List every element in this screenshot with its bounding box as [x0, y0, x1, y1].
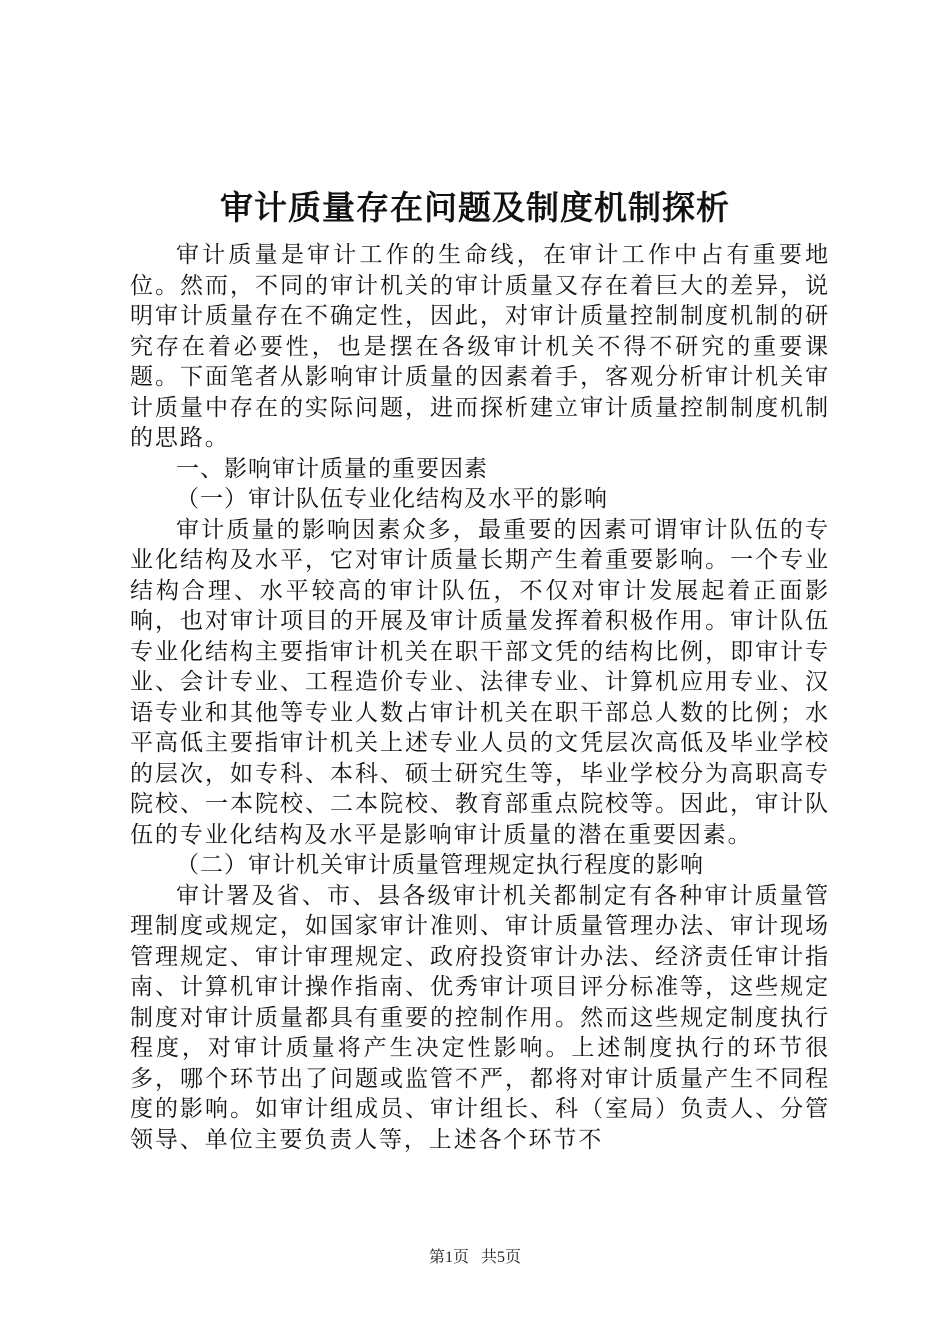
- subsection-heading-1: （一）审计队伍专业化结构及水平的影响: [176, 486, 608, 512]
- subsection-heading-2: （二）审计机关审计质量管理规定执行程度的影响: [176, 852, 704, 878]
- page-number: 第1页: [428, 1249, 469, 1266]
- page-total: 共5页: [481, 1249, 522, 1266]
- body-paragraph-1: 审计质量的影响因素众多，最重要的因素可谓审计队伍的专业化结构及水平，它对审计质量长期产生着重要影响。一个专业结构合理、水平较高的审计队伍，不仅对审计发展起着正面影响，也对审计项目的开展及审计质量发挥着积极作用。审计队伍专业化结构主要指审计机关在职干部文凭的结构比例，即审计专业、会计专业、工程造价专业、法律专业、计算机应用专业、汉语专业和其他等专业人数占审计机关在职干部总人数的比例；水平高低主要指审计机关上述专业人员的文凭层次高低及毕业学校的层次，如专科、本科、硕士研究生等，毕业学校分为高职高专院校、一本院校、二本院校、教育部重点院校等。因此，审计队伍的专业化结构及水平是影响审计质量的潜在重要因素。: [130, 516, 830, 848]
- page-footer: [0, 1244, 950, 1267]
- document-body: [130, 240, 830, 1155]
- section-heading: 一、影响审计质量的重要因素: [176, 455, 488, 482]
- body-paragraph-2: 审计署及省、市、县各级审计机关都制定有各种审计质量管理制度或规定，如国家审计准则、审计质量管理办法、审计现场管理规定、审计审理规定、政府投资审计办法、经济责任审计指南、计算机审计操作指南、优秀审计项目评分标准等，这些规定制度对审计质量都具有重要的控制作用。然而这些规定制度执行程度，对审计质量将产生决定性影响。上述制度执行的环节很多，哪个环节出了问题或监管不严，都将对审计质量产生不同程度的影响。如审计组成员、审计组长、科（室局）负责人、分管领导、单位主要负责人等，上述各个环节不: [130, 882, 830, 1153]
- document-title: 审计质量存在问题及制度机制探析: [220, 188, 730, 227]
- intro-paragraph: 审计质量是审计工作的生命线，在审计工作中占有重要地位。然而，不同的审计机关的审计质量又存在着巨大的差异，说明审计质量存在不确定性，因此，对审计质量控制制度机制的研究存在着必要性，也是摆在各级审计机关不得不研究的重要课题。下面笔者从影响审计质量的因素着手，客观分析审计机关审计质量中存在的实际问题，进而探析建立审计质量控制制度机制的思路。: [130, 242, 830, 451]
